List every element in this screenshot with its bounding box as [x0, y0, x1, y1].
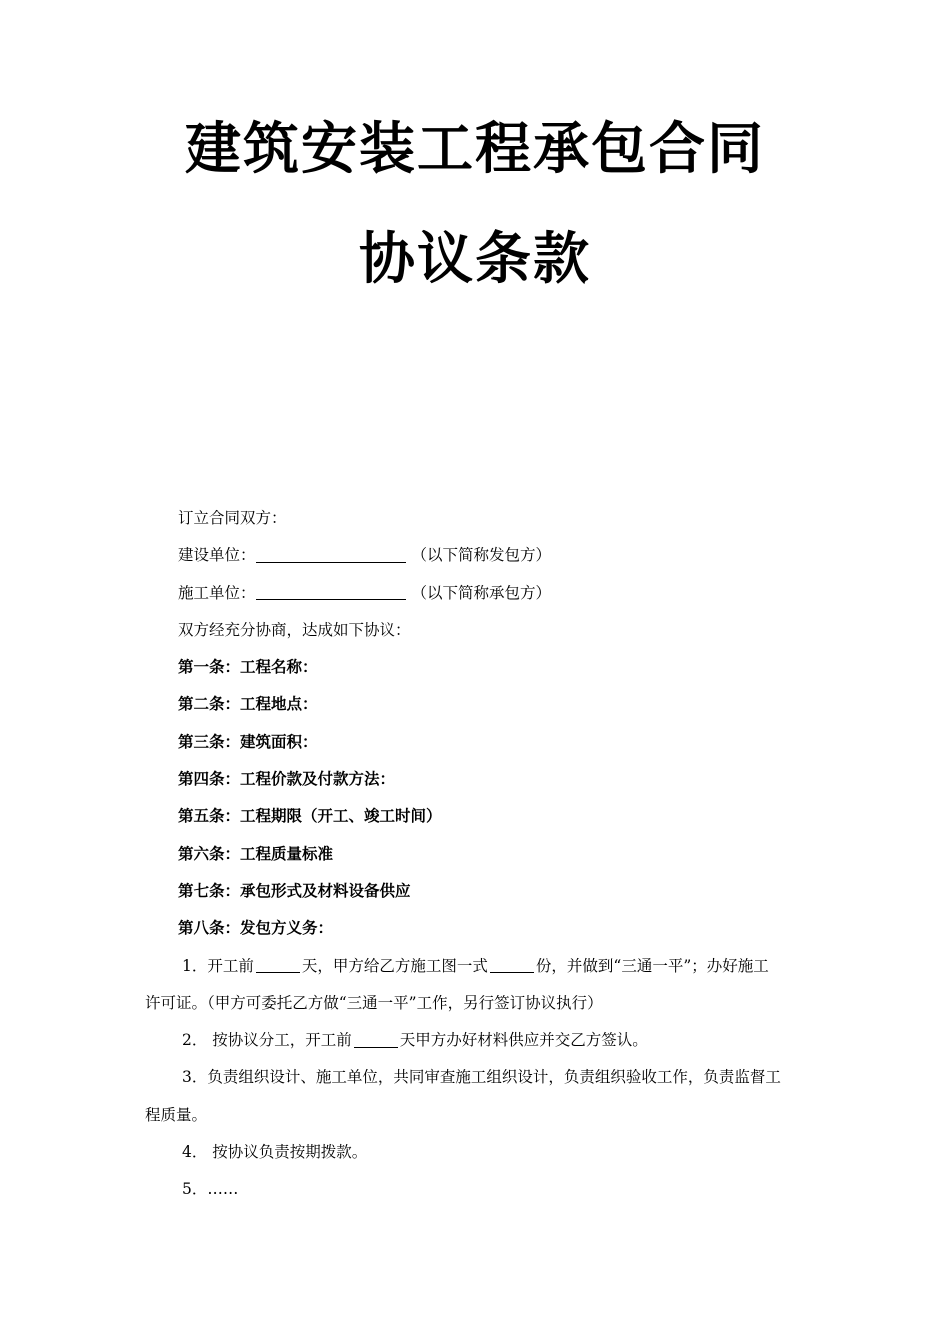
duty-item-3-line2: 程质量。: [145, 1105, 208, 1124]
contractor-blank: [256, 583, 406, 600]
article-3: 第三条：建筑面积：: [178, 732, 318, 751]
document-title-line1: 建筑安装工程承包合同: [185, 117, 765, 182]
duty-item-4: 4． 按协议负责按期拨款。: [182, 1143, 368, 1162]
parties-label: 订立合同双方：: [178, 509, 287, 527]
builder-suffix: （以下简称发包方）: [411, 546, 552, 565]
contractor-label: 施工单位：: [178, 583, 256, 602]
duty-item-1-line2: 许可证。（甲方可委托乙方做“三通一平”工作，另行签订协议执行）: [145, 993, 603, 1012]
duty-item-3-line1: 3．负责组织设计、施工单位，共同审查施工组织设计，负责组织验收工作，负责监督工: [182, 1068, 781, 1087]
builder-label: 建设单位：: [178, 546, 256, 565]
duty-1-text-b: 天，甲方给乙方施工图一式: [301, 956, 488, 975]
duty-2-blank-days: [354, 1031, 398, 1048]
duty-1-text-a: 1．开工前: [182, 956, 254, 975]
document-body: [145, 500, 810, 1209]
article-5: 第五条：工程期限（开工、竣工时间）: [178, 807, 442, 826]
article-2: 第二条：工程地点：: [178, 695, 318, 714]
agreement-text: 双方经充分协商，达成如下协议：: [178, 620, 411, 639]
builder-line: [145, 537, 810, 574]
duty-2-text-a: 2． 按协议分工，开工前: [182, 1031, 352, 1050]
duty-item-1-line1: [145, 948, 810, 985]
article-7: 第七条：承包形式及材料设备供应: [178, 881, 411, 900]
article-8: 第八条：发包方义务：: [178, 919, 334, 938]
contractor-suffix: （以下简称承包方）: [411, 583, 552, 602]
duty-item-2: [145, 1022, 810, 1059]
article-6: 第六条：工程质量标准: [178, 844, 334, 863]
duty-2-text-b: 天甲方办好材料供应并交乙方签认。: [399, 1031, 648, 1050]
duty-1-blank-days: [256, 956, 300, 973]
contractor-line: [145, 575, 810, 612]
document-title-line2: 协议条款: [359, 227, 591, 292]
article-4: 第四条：工程价款及付款方法：: [178, 770, 396, 789]
duty-1-blank-copies: [490, 956, 534, 973]
duty-1-text-c: 份，并做到“三通一平”；办好施工: [535, 956, 769, 975]
builder-blank: [256, 546, 406, 563]
duty-item-5: 5．……: [182, 1180, 239, 1199]
article-1: 第一条：工程名称：: [178, 658, 318, 677]
